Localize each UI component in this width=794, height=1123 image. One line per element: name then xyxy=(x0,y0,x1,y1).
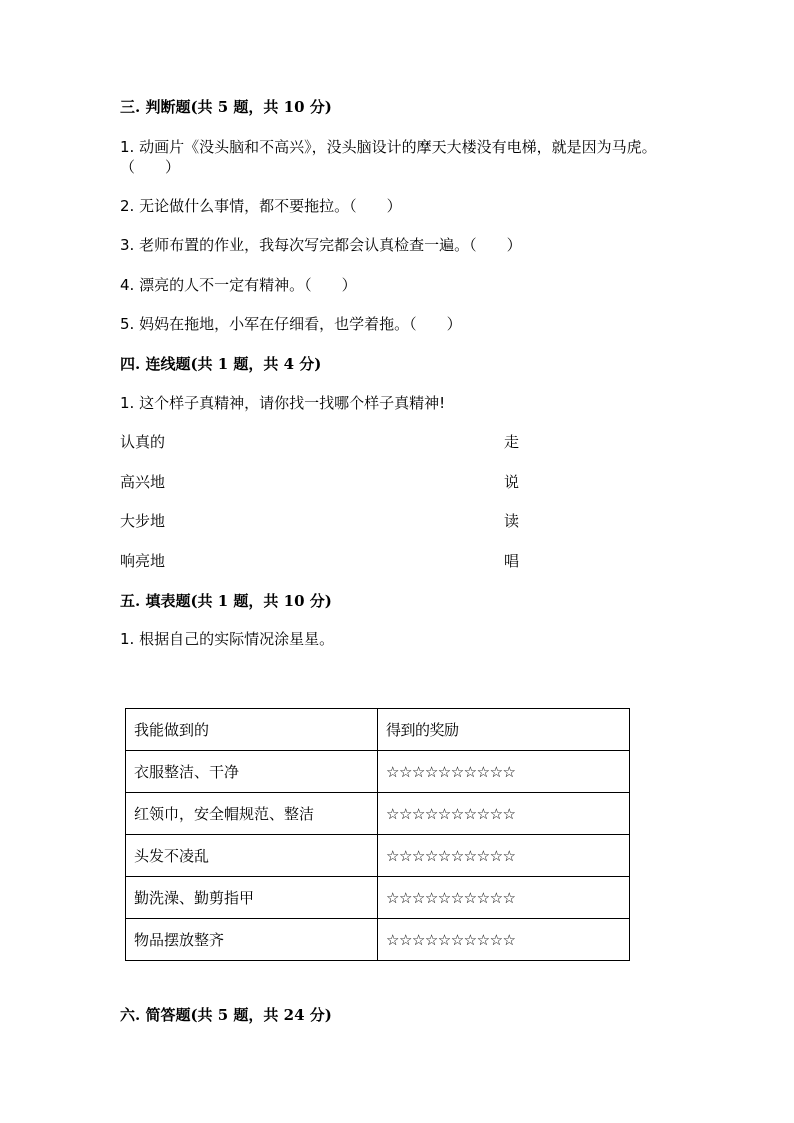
table-header-row xyxy=(126,709,630,751)
judgment-question-5: 5. 妈妈在拖地，小军在仔细看，也学着拖。（ ） xyxy=(120,315,462,333)
table-cell-stars[interactable]: ☆☆☆☆☆☆☆☆☆☆ xyxy=(378,751,630,793)
table-row xyxy=(126,793,630,835)
matching-left-item: 认真的 xyxy=(120,433,166,451)
judgment-question-2: 2. 无论做什么事情，都不要拖拉。（ ） xyxy=(120,197,402,215)
matching-right-item: 走 xyxy=(504,433,520,451)
table-row xyxy=(126,835,630,877)
table-cell-item: 物品摆放整齐 xyxy=(126,919,378,961)
matching-right-item: 说 xyxy=(504,473,520,491)
star-rating-table xyxy=(125,708,630,961)
table-cell-stars[interactable]: ☆☆☆☆☆☆☆☆☆☆ xyxy=(378,835,630,877)
matching-left-item: 响亮地 xyxy=(120,552,166,570)
section6-heading: 六. 简答题(共 5 题，共 24 分) xyxy=(120,1006,332,1024)
table-cell-item: 衣服整洁、干净 xyxy=(126,751,378,793)
table-header-cell: 得到的奖励 xyxy=(378,709,630,751)
judgment-question-1: 1. 动画片《没头脑和不高兴》，没头脑设计的摩天大楼没有电梯，就是因为马虎。（ ） xyxy=(120,138,657,176)
table-row xyxy=(126,751,630,793)
table-cell-item: 头发不凌乱 xyxy=(126,835,378,877)
section3-heading: 三. 判断题(共 5 题，共 10 分) xyxy=(120,98,332,116)
matching-question: 1. 这个样子真精神，请你找一找哪个样子真精神! xyxy=(120,394,446,412)
judgment-question-4: 4. 漂亮的人不一定有精神。（ ） xyxy=(120,276,357,294)
section5-heading: 五. 填表题(共 1 题，共 10 分) xyxy=(120,592,332,610)
table-cell-item: 勤洗澡、勤剪指甲 xyxy=(126,877,378,919)
table-row xyxy=(126,877,630,919)
section4-heading: 四. 连线题(共 1 题，共 4 分) xyxy=(120,355,322,373)
table-cell-stars[interactable]: ☆☆☆☆☆☆☆☆☆☆ xyxy=(378,877,630,919)
matching-left-item: 大步地 xyxy=(120,512,166,530)
judgment-question-3: 3. 老师布置的作业，我每次写完都会认真检查一遍。（ ） xyxy=(120,236,522,254)
table-question: 1. 根据自己的实际情况涂星星。 xyxy=(120,630,335,648)
table-cell-stars[interactable]: ☆☆☆☆☆☆☆☆☆☆ xyxy=(378,793,630,835)
matching-right-item: 唱 xyxy=(504,552,520,570)
table-cell-stars[interactable]: ☆☆☆☆☆☆☆☆☆☆ xyxy=(378,919,630,961)
table-cell-item: 红领巾，安全帽规范、整洁 xyxy=(126,793,378,835)
table-header-cell: 我能做到的 xyxy=(126,709,378,751)
matching-right-item: 读 xyxy=(504,512,520,530)
table-row xyxy=(126,919,630,961)
matching-left-item: 高兴地 xyxy=(120,473,166,491)
